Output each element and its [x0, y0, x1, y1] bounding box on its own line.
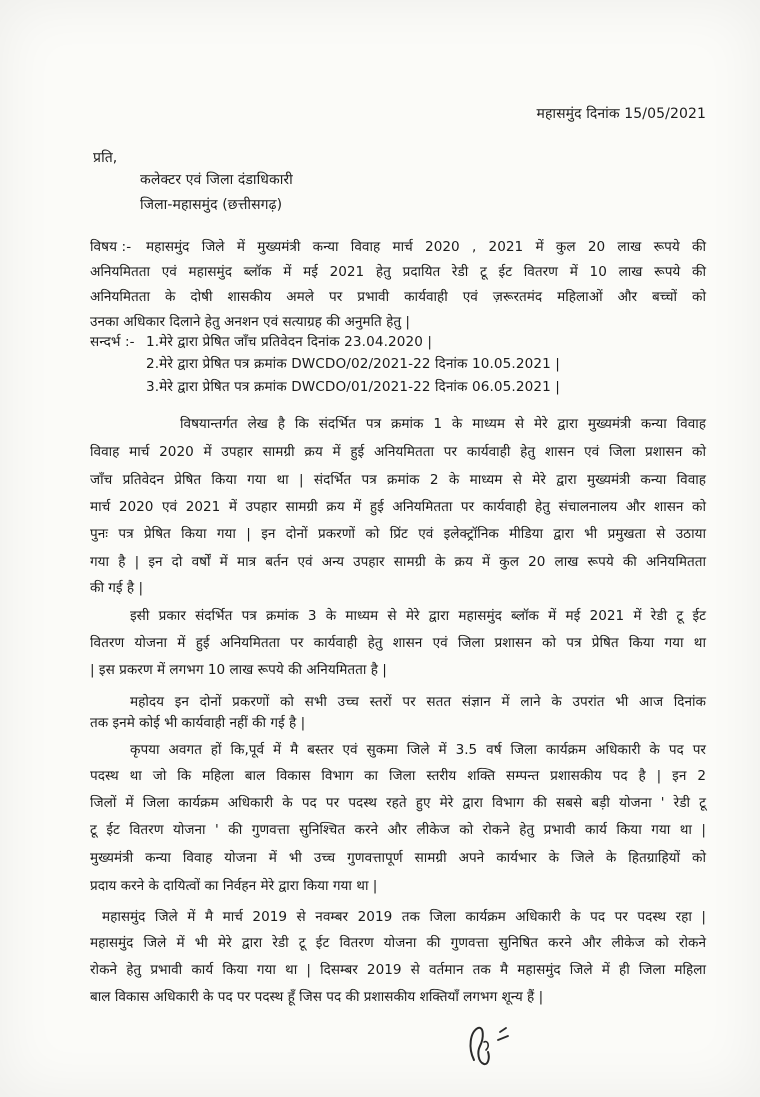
body-line: प्रदाय करने के दायित्वों का निर्वहन मेरे द्वारा किया गया था | — [90, 878, 378, 894]
reference-item: 1.मेरे द्वारा प्रेषित जाँच प्रतिवेदन दिनांक 23.04.2020 | — [146, 334, 433, 350]
body-line: बाल विकास अधिकारी के पद पर पदस्थ हूँ जिस पद की प्रशासकीय शक्तियाँ लगभग शून्य हैं | — [90, 989, 544, 1005]
body-line: पुनः पत्र प्रेषित किया गया | इन दोनों प्रकरणों को प्रिंट एवं इलेक्ट्रॉनिक मीडिया द्वारा भी प्रमुखता से उठाया — [90, 526, 706, 542]
body-line: की गई है | — [90, 580, 144, 596]
body-line: टू ईट वितरण योजना ' की गुणवत्ता सुनिश्चित करने और लीकेज को रोकने हेतु प्रभावी कार्य किया गया था | — [90, 822, 706, 838]
body-line: जाँच प्रतिवेदन प्रेषित किया गया था | संदर्भित पत्र क्रमांक 2 के माध्यम से मेरे द्वारा मुख्यमंत्री कन्या विवाह — [90, 472, 706, 488]
subject-label: विषय :- — [90, 239, 132, 255]
body-line: वितरण योजना में हुई अनियमितता पर कार्यवाही हेतु शासन एवं जिला प्रशासन को पत्र प्रेषित किया गया था — [90, 635, 706, 651]
body-line: रोकने हेतु प्रभावी कार्य किया गया था | दिसम्बर 2019 से वर्तमान तक मै महासमुंद जिले में ही जिला महिला — [90, 962, 706, 978]
subject-line: अनियमितता एवं महासमुंद ब्लॉक में मई 2021 हेतु प्रदायित रेडी टू ईट वितरण में 10 लाख रूपये की — [90, 264, 706, 280]
signature-mark — [462, 1012, 532, 1072]
body-line: कृपया अवगत हों कि,पूर्व में मै बस्तर एवं सुकमा जिले में 3.5 वर्ष जिला कार्यक्रम अधिकारी के पद पर — [130, 742, 706, 758]
body-line: तक इनमे कोई भी कार्यवाही नहीं की गई है | — [90, 715, 306, 731]
addressee-prefix: प्रति, — [93, 150, 118, 166]
body-line: महासमुंद जिले में मै मार्च 2019 से नवम्बर 2019 तक जिला कार्यक्रम अधिकारी के पद पर पदस्थ रहा | — [102, 909, 706, 925]
subject-line: उनका अधिकार दिलाने हेतु अनशन एवं सत्याग्रह की अनुमति हेतु | — [90, 314, 410, 330]
letter-date: महासमुंद दिनांक 15/05/2021 — [536, 106, 706, 122]
references-label: सन्दर्भ :- — [90, 334, 135, 350]
addressee-district: जिला-महासमुंद (छत्तीसगढ़) — [140, 197, 283, 213]
body-line: जिलों में जिला कार्यक्रम अधिकारी के पद पर पदस्थ रहते हुए मेरे द्वारा विभाग की सबसे बड़ी योजना ' रेडी टू — [90, 795, 706, 811]
body-line: विषयान्तर्गत लेख है कि संदर्भित पत्र क्रमांक 1 के माध्यम से मेरे द्वारा मुख्यमंत्री कन्या विवाह — [180, 416, 706, 432]
body-line: इसी प्रकार संदर्भित पत्र क्रमांक 3 के माध्यम से मेरे द्वारा महासमुंद ब्लॉक में मई 2021 में रेडी टू ईट — [130, 608, 706, 624]
body-line: गया है | इन दो वर्षों में मात्र बर्तन एवं अन्य उपहार सामग्री के क्रय में कुल 20 लाख रूपये की अनियमितता — [90, 554, 706, 570]
subject-line: महासमुंद जिले में मुख्यमंत्री कन्या विवाह मार्च 2020 , 2021 में कुल 20 लाख रूपये की — [146, 239, 706, 255]
reference-item: 3.मेरे द्वारा प्रेषित पत्र क्रमांक DWCDO/01/2021-22 दिनांक 06.05.2021 | — [146, 379, 560, 395]
body-line: महोदय इन दोनों प्रकरणों को सभी उच्च स्तरों पर सतत संज्ञान में लाने के उपरांत भी आज दिनांक — [130, 694, 706, 710]
subject-line: अनियमितता के दोषी शासकीय अमले पर प्रभावी कार्यवाही एवं ज़रूरतमंद महिलाओं और बच्चों को — [90, 289, 706, 305]
body-line: | इस प्रकरण में लगभग 10 लाख रूपये की अनियमितता है | — [90, 662, 387, 678]
reference-item: 2.मेरे द्वारा प्रेषित पत्र क्रमांक DWCDO/02/2021-22 दिनांक 10.05.2021 | — [146, 356, 560, 372]
body-line: मार्च 2020 एवं 2021 में उपहार सामग्री क्रय में हुई अनियमितता पर कार्यवाही हेतु संचालनालय और शासन को — [90, 499, 706, 515]
body-line: मुख्यमंत्री कन्या विवाह योजना में भी उच्च गुणवत्तापूर्ण सामग्री अपने कार्यभार के जिले के हितग्राहियों को — [90, 850, 706, 866]
addressee-designation: कलेक्टर एवं जिला दंडाधिकारी — [140, 172, 293, 188]
body-line: महासमुंद जिले में भी मेरे द्वारा रेडी टू ईट वितरण योजना की गुणवत्ता सुनिषित करने और लीकेज को रोकने — [90, 935, 706, 951]
body-line: पदस्थ था जो कि महिला बाल विकास विभाग का जिला स्तरीय शक्ति सम्पन्त प्रशासकीय पद है | इन 2 — [90, 768, 706, 784]
body-line: विवाह मार्च 2020 में उपहार सामग्री क्रय में हुई अनियमितता पर कार्यवाही हेतु शासन एवं जिला प्रशासन को — [90, 444, 706, 460]
